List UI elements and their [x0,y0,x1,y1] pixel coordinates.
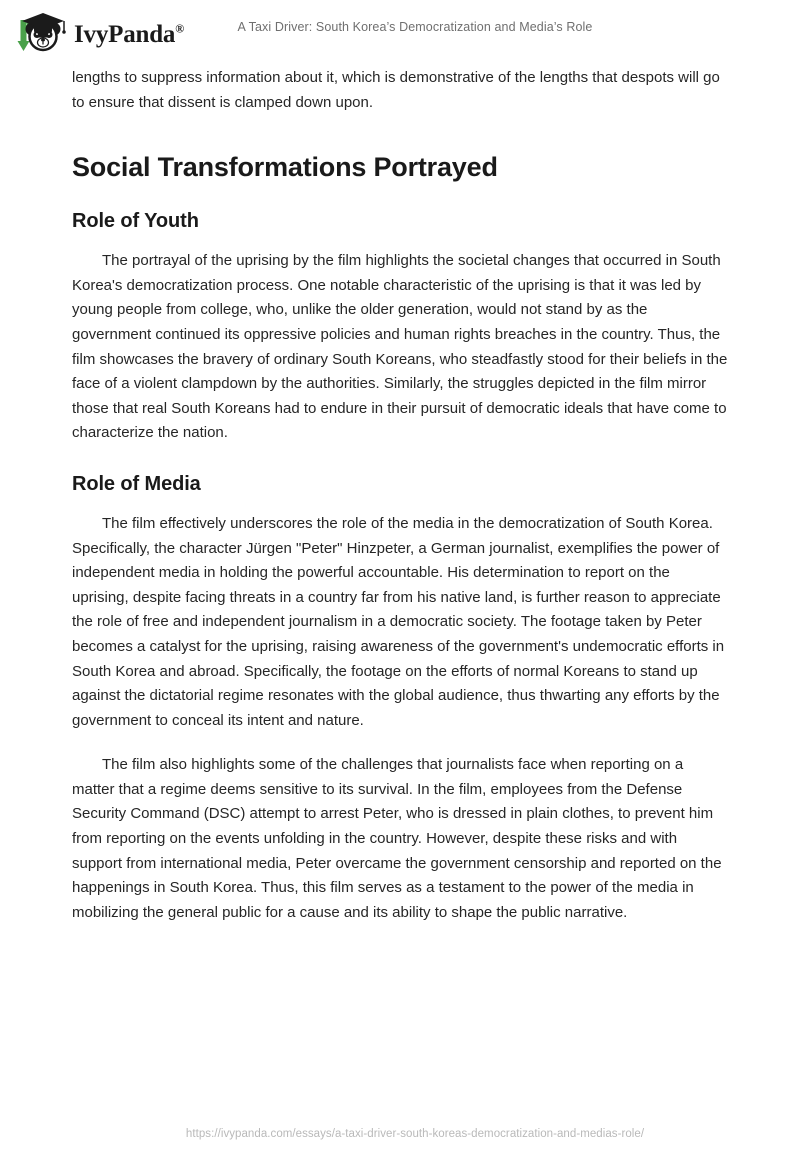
brand-name-text: IvyPanda [74,20,176,48]
paragraph-spacer [72,733,728,753]
document-title: A Taxi Driver: South Korea’s Democratization and Media’s Role [237,20,593,34]
paragraph-role-of-media-2: The film also highlights some of the challenges that journalists face when reporting on a matter that a regime deems sensitive to its survival. In the film, employees from the Defense Security Command (DSC) attempt to arrest Peter, who is dressed in plain clothes, to prevent him from reporting on the events unfolding in the country. However, despite these risks and with support from international media, Peter overcame the government censorship and reported on the happenings in South Korea. Thus, this film serves as a testament to the power of the media in mobilizing the general public for a cause and its ability to shape the public narrative. [72,756,722,921]
section-heading-social-transformations: Social Transformations Portrayed [72,152,498,183]
page-header [0,0,800,60]
page-footer [0,1124,800,1142]
document-body [72,66,728,925]
paragraph-role-of-media-1: The film effectively underscores the role of the media in the democratization of South Korea. Specifically, the character Jürgen "Peter" Hinzpeter, a German journalist, exemplifies the power of independent media in holding the powerful accountable. His determination to report on the uprising, despite facing threats in a country far from his native land, is further reason to appreciate the role of free and independent journalism in a democratic society. The footage taken by Peter becomes a catalyst for the uprising, raising awareness of the government's undemocratic efforts in South Korea and abroad. Specifically, the footage on the efforts of normal Koreans to stand up against the dictatorial regime resonates with the global audience, thus thwarting any efforts by the government to conceal its intent and nature. [72,514,725,729]
continued-paragraph: lengths to suppress information about it, which is demonstrative of the lengths that despots will go to ensure that dissent is clamped down upon. [72,69,720,111]
registered-trademark-symbol: ® [175,21,184,36]
heading-spacer [72,496,728,512]
source-url[interactable]: https://ivypanda.com/essays/a-taxi-driver-south-koreas-democratization-and-medias-role/ [185,1128,645,1140]
heading-spacer [72,233,728,249]
subsection-heading-role-of-youth: Role of Youth [72,210,199,233]
paragraph-role-of-youth-1: The portrayal of the uprising by the film highlights the societal changes that occurred in South Korea's democratization process. One notable characteristic of the uprising is that it was led by young people from college, who, unlike the older generation, would not stand by as the government continued its oppressive policies and human rights breaches in the country. Thus, the film showcases the bravery of ordinary South Koreans, who steadfastly stood for their beliefs in the face of a violent clampdown by the authorities. Similarly, the struggles depicted in the film mirror those that real South Koreans had to endure in their pursuit of democratic ideals that have come to characterize the nation. [72,252,728,442]
subsection-heading-role-of-media: Role of Media [72,472,201,495]
